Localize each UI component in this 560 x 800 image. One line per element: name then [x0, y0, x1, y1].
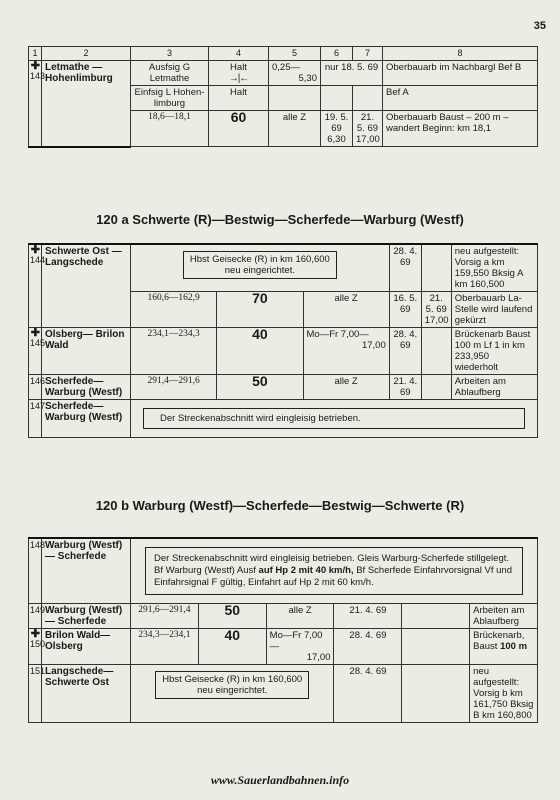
time-start: 0,25—	[272, 62, 300, 73]
table-row	[29, 244, 538, 292]
speed-cell: 40	[217, 328, 303, 375]
km-cell: 234,3—234,1	[131, 629, 199, 665]
table-row	[29, 629, 538, 665]
row-number: 150	[30, 639, 46, 649]
time-cell	[269, 86, 321, 111]
time-cell	[303, 328, 389, 375]
date-from-cell: 28. 4. 69	[334, 629, 402, 665]
notice-box: Hbst Geisecke (R) in km 160,600 neu eingerichtet.	[155, 671, 309, 699]
col-header: 4	[209, 47, 269, 61]
time-cell: alle Z	[303, 375, 389, 400]
col-header: 8	[383, 47, 538, 61]
row-number-cell	[29, 538, 46, 604]
speed-cell: Halt	[209, 86, 269, 111]
station-cell: Langschede— Schwerte Ost	[42, 665, 131, 723]
station-cell: Brilon Wald— Olsberg	[42, 629, 131, 665]
note-text: Brückenarb, Baust	[473, 630, 525, 652]
table-row	[29, 665, 538, 723]
col-header: 1	[29, 47, 42, 61]
note-cell	[470, 629, 538, 665]
col-header: 5	[269, 47, 321, 61]
date-to-cell	[421, 244, 451, 292]
page-number: 35	[533, 20, 546, 32]
notice-text: Bf Scherfede Einfahrvorsignal Vf und Einfahrsignal F gültig, Einfahrt auf Hp 2 mit 60 km/h.	[154, 565, 512, 588]
col-header: 3	[131, 47, 209, 61]
speed-cell	[209, 61, 269, 86]
notice-bold-text: auf Hp 2 mit 40 km/h,	[258, 565, 354, 576]
km-cell: Einfsig L Hohen- limburg	[131, 86, 209, 111]
date-from-cell: 16. 5. 69	[389, 292, 421, 328]
time-cell	[269, 61, 321, 86]
notice-cell	[131, 400, 538, 438]
notice-cell	[131, 665, 334, 723]
date-from-cell: 21. 4. 69	[389, 375, 421, 400]
cross-icon: ✚	[30, 628, 40, 640]
date-from-cell: 19. 5. 69 6,30	[321, 111, 353, 147]
time-end: 17,00	[306, 652, 331, 663]
date-to-cell	[421, 375, 451, 400]
km-cell: 291,6—291,4	[131, 604, 199, 629]
col-header: 6	[321, 47, 353, 61]
date-to-cell	[402, 665, 470, 723]
date-to-cell: 21. 5. 69 17,00	[353, 111, 383, 147]
date-from-cell: 21. 4. 69	[334, 604, 402, 629]
note-cell: Oberbauarb Baust – 200 m – wandert Beginn: km 18,1	[383, 111, 538, 147]
table-row	[29, 375, 538, 400]
km-cell: Ausfsig G Letmathe	[131, 61, 209, 86]
date-cell: nur 18. 5. 69	[321, 61, 383, 86]
row-number: 143	[30, 71, 46, 81]
note-cell: Bef A	[383, 86, 538, 111]
row-number: 145	[30, 338, 46, 348]
row-number: 151	[30, 666, 46, 676]
time-start: Mo—Fr 7,00—	[269, 630, 323, 652]
time-cell: alle Z	[303, 292, 389, 328]
date-to-cell	[402, 629, 470, 665]
table-120b	[28, 537, 538, 723]
footer-watermark: www.Sauerlandbahnen.info	[210, 773, 350, 787]
time-cell: alle Z	[266, 604, 334, 629]
date-cell	[321, 86, 353, 111]
col-header: 7	[353, 47, 383, 61]
date-from-cell: 28. 4. 69	[389, 244, 421, 292]
table-120a	[28, 243, 538, 438]
row-number: 146	[30, 376, 46, 386]
table-row	[29, 328, 538, 375]
note-cell: neu aufgestellt: Vorsig b km 161,750 Bksig B km 160,800	[470, 665, 538, 723]
notice-box: Hbst Geisecke (R) in km 160,600 neu eingerichtet.	[183, 251, 337, 279]
station-cell: Schwerte Ost — Langschede	[42, 244, 131, 328]
note-cell: Arbeiten am Ablaufberg	[451, 375, 537, 400]
date-to-cell	[421, 328, 451, 375]
time-cell: alle Z	[269, 111, 321, 147]
table-row	[29, 400, 538, 438]
signal-arrow-icon: →|←	[228, 73, 249, 84]
note-bold-text: 100 m	[500, 641, 528, 652]
station-cell: Warburg (Westf)— Scherfede	[42, 538, 131, 604]
section-title-120a: 120 a Schwerte (R)—Bestwig—Scherfede—Warburg (Westf)	[96, 212, 464, 227]
row-number-cell	[29, 327, 46, 375]
row-number-cell	[29, 400, 46, 438]
notice-box: Der Streckenabschnitt wird eingleisig betrieben.	[143, 408, 525, 429]
note-cell: neu aufgestellt: Vorsig a km 159,550 Bksig A km 160,500	[451, 244, 537, 292]
table-letmathe	[28, 46, 538, 148]
column-header-row	[29, 47, 538, 61]
notice-cell	[131, 538, 538, 604]
row-number: 144	[30, 255, 46, 265]
speed-cell: 60	[209, 111, 269, 147]
speed-cell: 70	[217, 292, 303, 328]
station-cell: Letmathe — Hohenlimburg	[42, 61, 131, 147]
table-row	[29, 538, 538, 604]
km-cell: 291,4—291,6	[131, 375, 217, 400]
row-number: 147	[30, 401, 46, 411]
station-cell: Olsberg— Brilon Wald	[42, 328, 131, 375]
col-header: 2	[42, 47, 131, 61]
note-cell: Brückenarb Baust 100 m Lf 1 in km 233,950 wiederholt	[451, 328, 537, 375]
row-number: 148	[30, 540, 46, 550]
date-to-cell	[402, 604, 470, 629]
station-cell: Warburg (Westf)— Scherfede	[42, 604, 131, 629]
km-cell: 160,6—162,9	[131, 292, 217, 328]
row-number-cell	[29, 665, 46, 723]
date-cell	[353, 86, 383, 111]
notice-text: Der Streckenabschnitt wird eingleisig betrieben. Gleis Warburg-Scherfede stillgelegt. Bf Warburg (Westf) Ausf	[154, 553, 510, 576]
note-cell: Oberbauarb im Nachbargl Bef B	[383, 61, 538, 86]
cross-icon: ✚	[30, 244, 40, 256]
date-from-cell: 28. 4. 69	[334, 665, 402, 723]
speed-cell: 50	[217, 375, 303, 400]
row-number-cell	[29, 628, 46, 665]
time-end: 5,30	[298, 73, 317, 84]
time-cell	[266, 629, 334, 665]
row-number-cell	[29, 244, 46, 328]
station-cell: Scherfede— Warburg (Westf)	[42, 375, 131, 400]
note-cell: Oberbauarb La-Stelle wird laufend gekürzt	[451, 292, 537, 328]
table-row	[29, 61, 538, 86]
row-number-cell	[29, 60, 46, 147]
cross-icon: ✚	[30, 327, 40, 339]
time-end: 17,00	[361, 340, 386, 351]
station-cell: Scherfede— Warburg (Westf)	[42, 400, 131, 438]
km-cell: 234,1—234,3	[131, 328, 217, 375]
row-number-cell	[29, 375, 46, 400]
notice-cell	[131, 244, 390, 292]
speed-cell: 50	[198, 604, 266, 629]
row-number: 149	[30, 605, 46, 615]
km-cell: 18,6—18,1	[131, 111, 209, 147]
notice-box	[145, 547, 523, 595]
date-from-cell: 28. 4. 69	[389, 328, 421, 375]
table-row	[29, 604, 538, 629]
section-title-120b: 120 b Warburg (Westf)—Scherfede—Bestwig—Schwerte (R)	[95, 498, 465, 513]
speed-text: Halt	[230, 62, 247, 73]
cross-icon: ✚	[30, 60, 40, 72]
speed-cell: 40	[198, 629, 266, 665]
note-cell: Arbeiten am Ablaufberg	[470, 604, 538, 629]
time-start: Mo—Fr 7,00—	[306, 329, 369, 340]
date-to-cell: 21. 5. 69 17,00	[421, 292, 451, 328]
row-number-cell	[29, 604, 46, 629]
